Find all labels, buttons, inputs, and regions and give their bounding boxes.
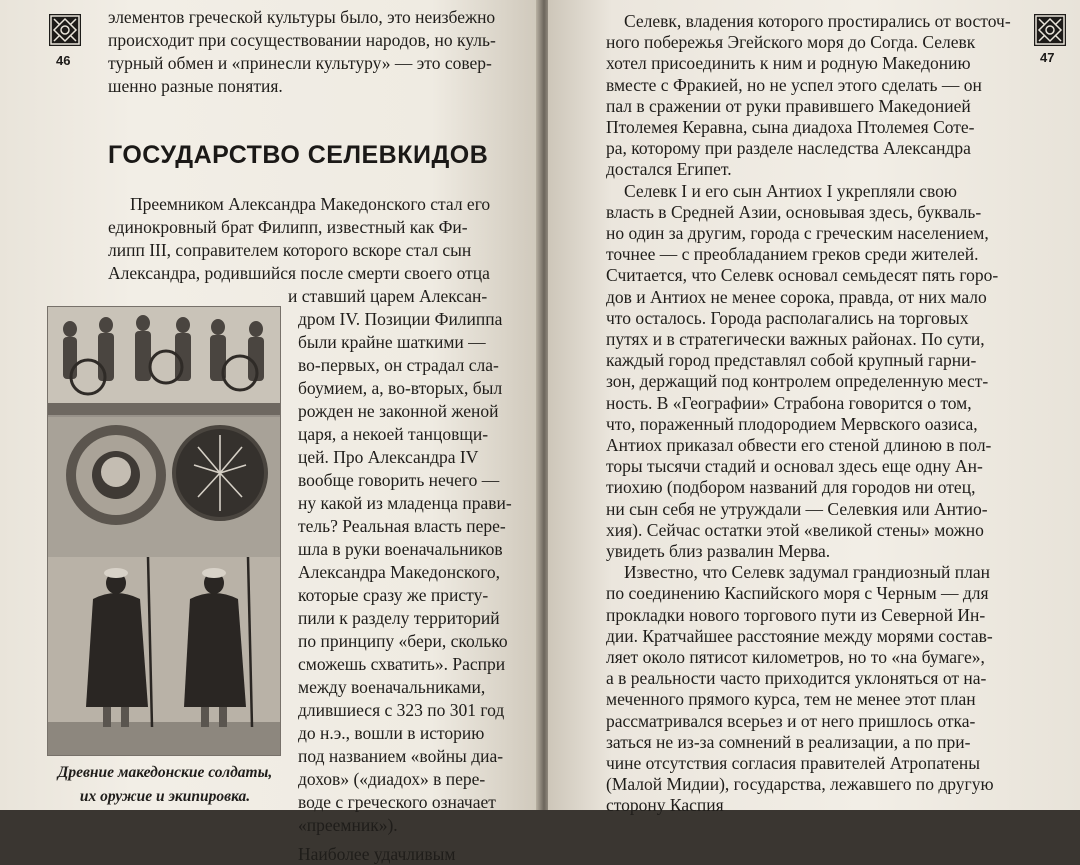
text-line: что осталось. Города располагались на торговых [606,307,969,328]
text-line: ну какой из младенца прави- [298,493,512,513]
page-number: 47 [1040,50,1055,65]
text-line: хия). Сейчас остатки этой «великой стены» можно [606,519,984,540]
text-line: сможешь схватить». Распри [298,654,506,674]
text-line: ни сын себя не утруждали — Селевкия или Антио- [606,498,988,519]
fresco-illustration [47,306,281,756]
text-line: происходит при сосуществовании народов, но куль- [108,30,496,50]
text-line: Селевк, владения которого простирались от восточ- [624,11,1011,31]
text-line: по соединению Каспийского моря с Черным — для [606,583,989,604]
left-page [0,0,540,864]
right-page [548,0,1080,816]
text-line: липп III, соправителем которого вскоре стал сын [108,240,472,260]
text-line: Преемником Александра Македонского стал его [130,194,491,214]
text-line: ного побережья Эгейского моря до Согда. Селевк [606,32,976,53]
text-line: Селевк I и его сын Антиох I укрепляли свою [624,180,957,201]
text-line: что, пораженный плодородием Мервского оазиса, [606,413,978,434]
text-line: зон, держащий под контролем определенную мест- [606,371,989,392]
text-line: каждый город представлял собой крупный гарни- [606,350,977,371]
text-line: единокровный брат Филипп, известный как Фи- [108,217,468,237]
text-line: Антиох приказал обвести его стеной длиною в пол- [606,435,992,455]
text-line: шла в руки военачальников [298,539,503,559]
text-line: а в реальности часто приходится уклоняться от на- [606,668,987,689]
text-line: ляет около пятисот километров, но то «на бумаге», [606,647,985,667]
ornament-icon [49,14,81,46]
text-line: шенно разные понятия. [108,76,283,96]
text-line: дром IV. Позиции Филиппа [298,309,503,329]
page-number: 46 [56,53,71,68]
ornament-icon [1034,14,1066,46]
image-caption: Древние македонские солдаты, [57,764,273,781]
text-line: заться не из-за сомнений в реализации, а по при- [606,731,971,752]
text-line: сторону Каспия [606,795,724,816]
text-line: тель? Реальная власть пере- [298,516,506,536]
text-line: рожден не законной женой [298,401,499,421]
text-line: вообще говорить нечего — [298,470,500,490]
text-line: тиохию (подбором названий для городов ни отец, [606,477,976,498]
text-line: пал в сражении от руки правившего Македонией [606,95,971,116]
text-line: вместе с Фракией, но не успел этого сделать — он [606,74,982,95]
text-line: дохов» («диадох» в пере- [298,769,486,789]
text-line: меченного прямого курса, тем не менее этот план [606,689,976,710]
text-line: хотел присоединить к ним и родную Македонию [606,53,971,74]
text-line: власть в Средней Азии, основывая здесь, букваль- [606,201,982,222]
text-line: Александра Македонского, [298,562,501,582]
text-line: Наиболее удачливым [298,844,456,864]
text-line: «преемник»). [298,815,398,835]
text-line: прокладки нового торгового пути из Северной Ин- [606,604,986,625]
text-line: элементов греческой культуры было, это неизбежно [108,7,496,27]
section-heading: ГОСУДАРСТВО СЕЛЕВКИДОВ [108,141,489,169]
text-line: воде с греческого означает [298,792,496,812]
image-caption: их оружие и экипировка. [79,788,251,805]
text-line: торы тысячи стадий и основал здесь еще одну Ан- [606,456,983,477]
text-line: турный обмен и «принесли культуру» — это совер- [108,53,492,73]
text-line: рассматривался всерьез и от него пришлось отка- [606,710,976,731]
text-line: но один за другим, города с греческим населением, [606,223,989,243]
text-line: Известно, что Селевк задумал грандиозный план [624,562,991,583]
text-line: увидеть близ развалин Мерва. [606,541,831,561]
text-line: ность. В «Географии» Страбона говорится о том, [606,392,972,413]
text-line: пили к разделу территорий [298,608,500,628]
text-line: боумием, а, во-вторых, был [298,378,503,398]
text-line: длившиеся с 323 по 301 год [298,700,505,720]
text-line: между военачальниками, [298,677,486,697]
text-line: чине отсутствия согласия правителей Атропатены [606,753,981,773]
text-line: достался Египет. [606,159,732,180]
text-line: и ставший царем Алексан- [288,286,488,306]
text-line: Птолемея Керавна, сына диадоха Птолемея Сотe- [606,117,975,137]
text-line: цей. Про Александра IV [298,447,479,467]
text-line: царя, а некоей танцовщи- [298,424,489,444]
text-line: Считается, что Селевк основал семьдесят пять горо- [606,265,999,286]
text-line: Александра, родившийся после смерти своего отца [108,263,490,283]
text-line: (Малой Мидии), государства, лежавшего по другую [606,774,994,795]
text-line: во-первых, он страдал сла- [298,355,499,375]
text-line: дии. Кратчайшее расстояние между морями состав- [606,625,993,646]
text-line: под названием «войны диа- [298,746,504,766]
text-line: были крайне шаткими — [298,332,486,352]
text-line: которые сразу же присту- [298,585,489,605]
text-line: ра, которому при разделе наследства Александра [606,138,971,159]
text-line: путях и в стратегически важных районах. По сути, [606,329,985,349]
text-line: точнее — с преобладанием греков среди жителей. [606,244,979,265]
text-line: до н.э., вошли в историю [298,723,485,743]
text-line: по принципу «бери, сколько [298,631,508,651]
text-line: дов и Антиох не менее сорока, правда, от них мало [606,286,987,307]
